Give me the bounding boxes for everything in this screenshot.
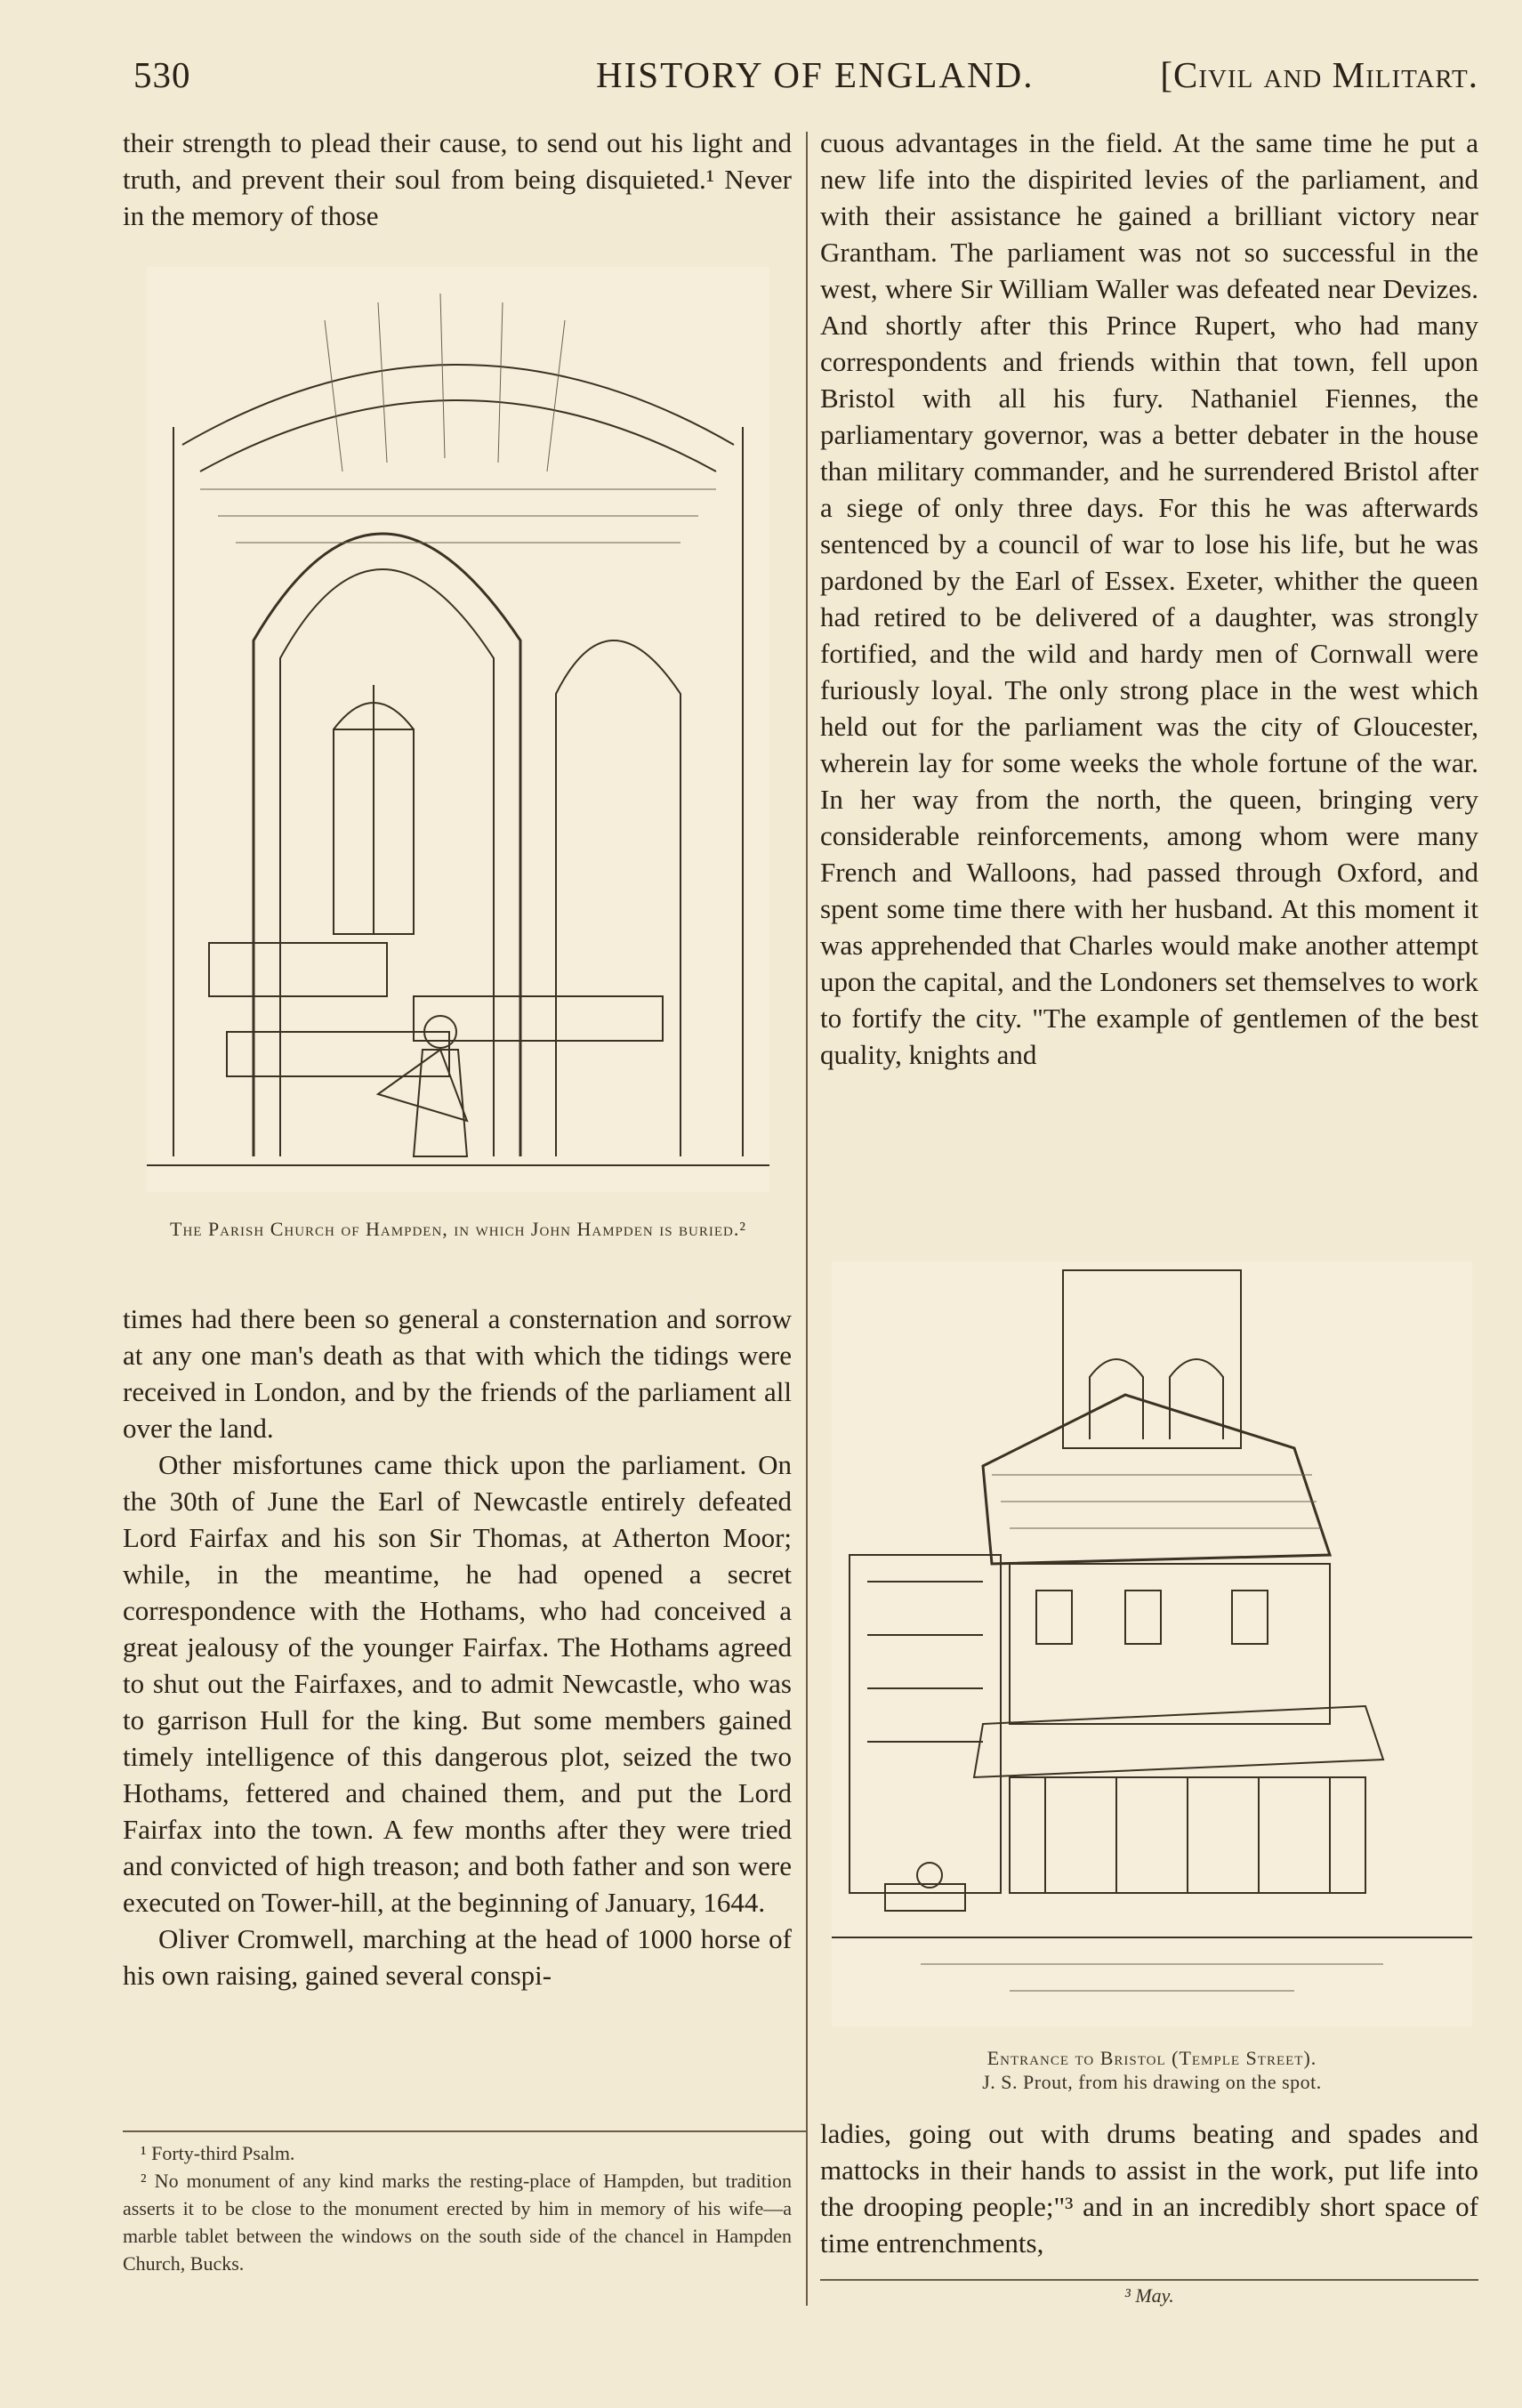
bristol-temple-street-engraving xyxy=(832,1261,1472,2026)
left-column-bottom xyxy=(123,1301,792,2119)
right-top-paragraph: cuous advantages in the field. At the same time he put a new life into the dispirited levies of the parliament, and with their assistance he gained a brilliant victory near Grantham. The parliament was not so successful in the west, where Sir William Waller was defeated near Devizes. And shortly after this Prince Rupert, who had many correspondents and friends within that town, fell upon Bristol with all his fury. Nathaniel Fiennes, the parliamentary governor, was a better debater in the house than military commander, and he surrendered Bristol after a siege of only three days. For this he was afterwards sentenced by a council of war to lose his life, but he was pardoned by the Earl of Essex. Exeter, whither the queen had retired to be delivered of a daughter, was strongly fortified, and the wild and hardy men of Cornwall were furiously loyal. The only strong place in the west which held out for the parliament was the city of Gloucester, wherein lay for some weeks the whole fortune of the war. In her way from the north, the queen, bringing very considerable reinforcements, among whom were many French and Walloons, had passed through Oxford, and spent some time there with her husband. At this moment it was apprehended that Charles would make another attempt upon the capital, and the Londoners set themselves to work to fortify the city. "The example of gentlemen of the best quality, knights and xyxy=(820,127,1478,1070)
footnotes-left xyxy=(123,2139,792,2277)
section-title: [Civil and Militart. xyxy=(1160,54,1478,95)
left-paragraph-2: Other misfortunes came thick upon the parliament. On the 30th of June the Earl of Newcastle entirely defeated Lord Fairfax and his son Sir Thomas, at Atherton Moor; while, in the meantime, he had opened a secret correspondence with the Hothams, who had conceived a great jealousy of the younger Fairfax. The Hothams agreed to shut out the Fairfaxes, and to admit Newcastle, who was to garrison Hull for the king. But some members gained timely intelligence of this dangerous plot, seized the two Hothams, fettered and chained them, and put the Lord Fairfax into the town. A few months after they were tried and convicted of high treason; and both father and son were executed on Tower-hill, at the beginning of January, 1644. xyxy=(123,1449,792,1918)
right-caption-credit: J. S. Prout, from his drawing on the spot. xyxy=(982,2071,1322,2093)
column-divider xyxy=(806,132,808,2306)
right-figure-caption xyxy=(832,2046,1472,2094)
left-paragraph-1: times had there been so general a consternation and sorrow at any one man's death as that with which the tidings were received in London, and by the friends of the parliament all over the land. xyxy=(123,1303,792,1444)
left-paragraph-3: Oliver Cromwell, marching at the head of 1000 horse of his own raising, gained several conspi- xyxy=(123,1923,792,1991)
left-top-paragraph: their strength to plead their cause, to send out his light and truth, and prevent their soul from being disquieted.¹ Never in the memory of those xyxy=(123,127,792,231)
hampden-church-engraving xyxy=(147,267,769,1192)
right-caption-title: Entrance to Bristol (Temple Street). xyxy=(986,2047,1317,2069)
left-column-top xyxy=(123,125,792,234)
right-column-top xyxy=(820,125,1478,1233)
book-title: HISTORY OF ENGLAND. xyxy=(596,54,1035,95)
street-scene-illustration xyxy=(832,1261,1472,2026)
footnote-1: ¹ Forty-third Psalm. xyxy=(141,2142,295,2164)
running-header xyxy=(133,53,1478,107)
footnote-rule-right xyxy=(820,2279,1478,2281)
right-bottom-paragraph: ladies, going out with drums beating and spades and mattocks in their hands to assist in the work, put life into the drooping people;"³ and in an incredibly short space of time entrenchments, xyxy=(820,2118,1478,2259)
right-column-bottom xyxy=(820,2115,1478,2270)
left-figure-caption: The Parish Church of Hampden, in which John Hampden is buried.² xyxy=(170,1218,746,1240)
footnote-2: ² No monument of any kind marks the resting-place of Hampden, but tradition asserts it to be close to the monument erected by him in memory of his wife—a marble tablet between the windows on the south side of the chancel in Hampden Church, Bucks. xyxy=(123,2170,792,2275)
church-interior-illustration xyxy=(147,267,769,1192)
footnote-rule-left xyxy=(123,2130,808,2132)
footnote-3: ³ May. xyxy=(1124,2284,1174,2307)
page-number: 530 xyxy=(133,54,191,95)
